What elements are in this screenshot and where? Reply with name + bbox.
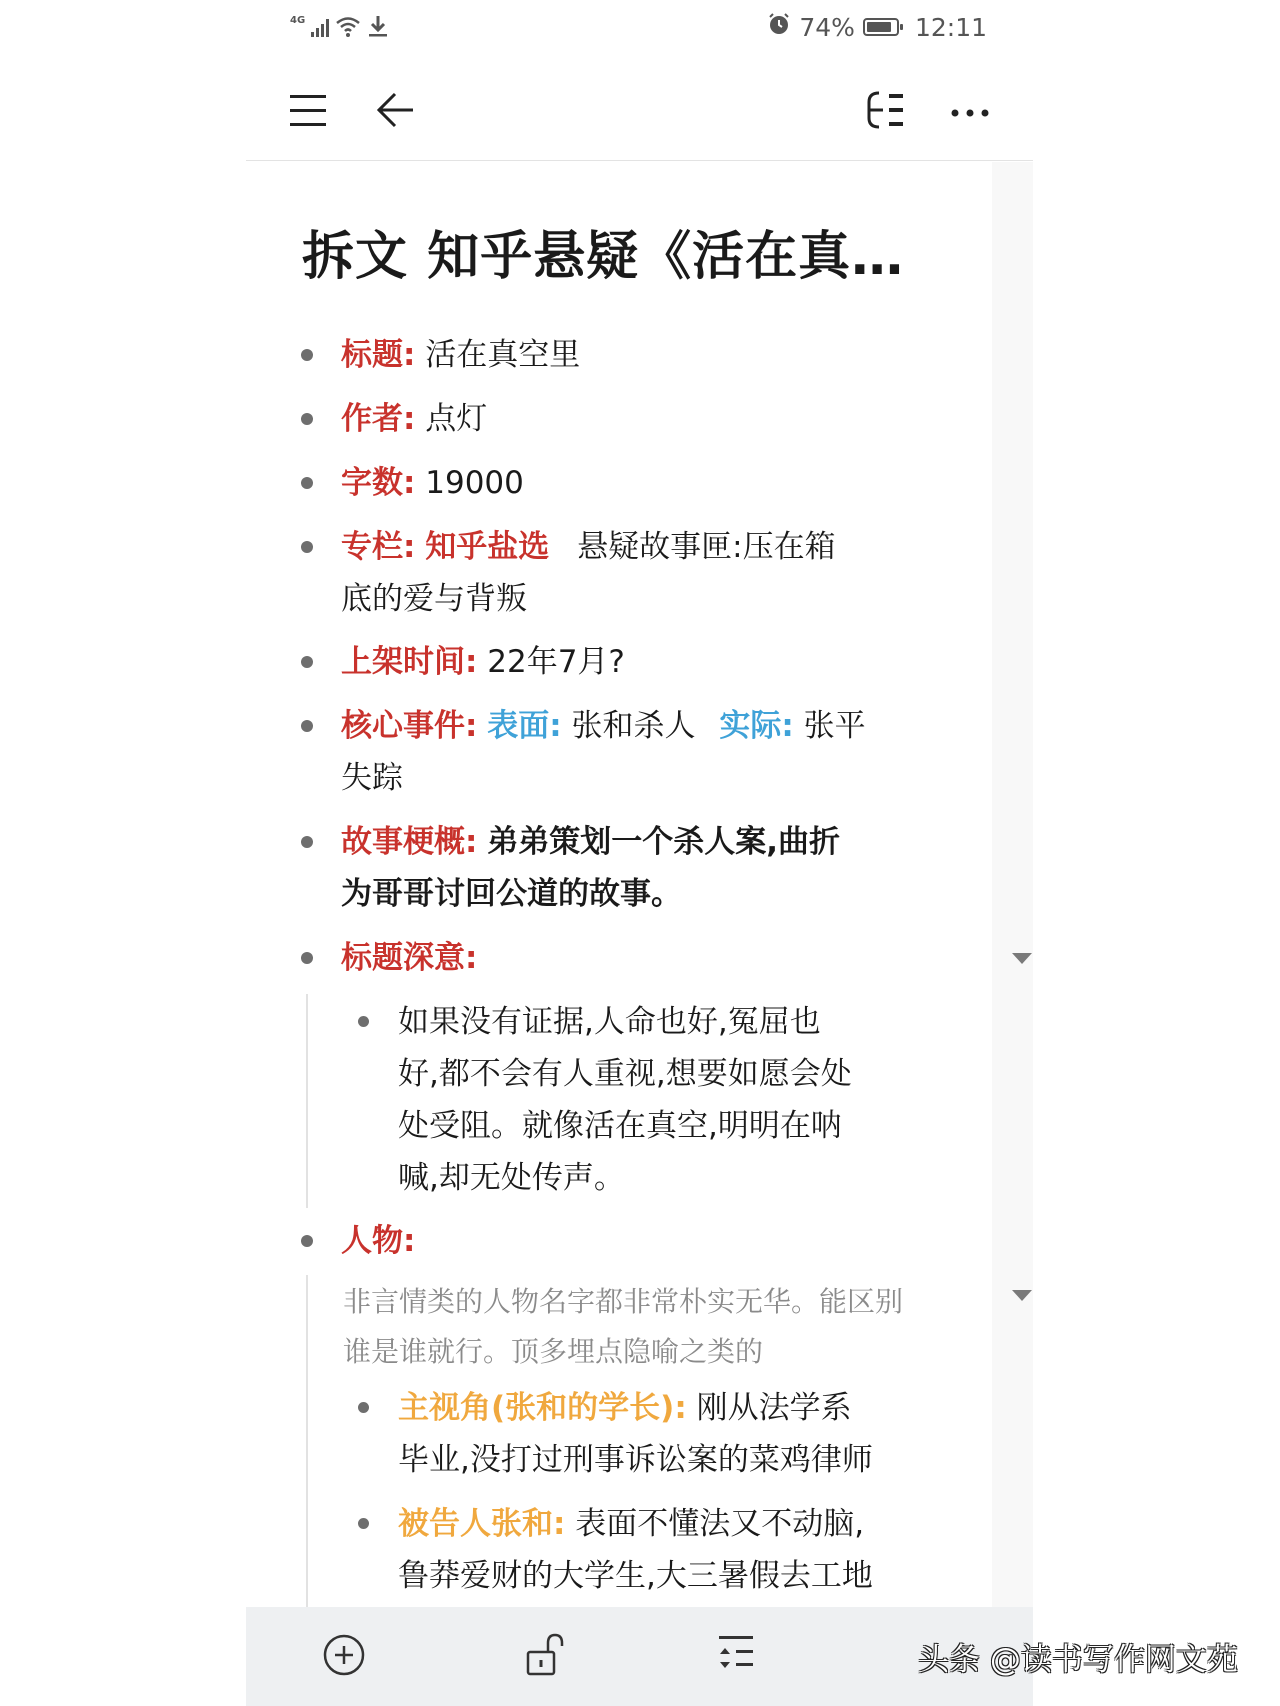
outline-button[interactable] (857, 84, 913, 140)
battery-percent: 74% (799, 12, 855, 42)
bullet-dot (358, 1518, 369, 1529)
list-item-title-meaning-detail[interactable]: 如果没有证据,人命也好,冤屈也 好,都不会有人重视,想要如愿会处 处受阻。就像活在真空,明明在呐 喊,却无处传声。 (398, 1004, 852, 1196)
collapse-toggle-characters[interactable] (1012, 1290, 1032, 1301)
characters-note[interactable]: 非言情类的人物名字都非常朴实无华。能区别 谁是谁就行。顶多埋点隐喻之类的 (343, 1285, 904, 1368)
status-left (290, 14, 389, 42)
collapse-expand-icon (716, 1633, 756, 1681)
add-node-button[interactable] (320, 1633, 368, 1681)
alarm-icon (767, 12, 791, 42)
watermark: 头条 @读书写作网文苑 (918, 1642, 1238, 1678)
right-gutter (992, 162, 1033, 1607)
bullet-dot (301, 1235, 313, 1247)
bullet-dot (301, 541, 313, 553)
bullet-dot (358, 1402, 369, 1413)
bullet-dot (301, 952, 313, 964)
network-type: 4G (290, 14, 306, 26)
list-item-author[interactable]: 作者: 点灯 (341, 401, 488, 437)
battery-icon (863, 18, 899, 36)
clock-time: 12:11 (914, 12, 987, 42)
bullet-dot (301, 477, 313, 489)
bullet-dot (301, 836, 313, 848)
list-item-synopsis[interactable]: 故事梗概: 弟弟策划一个杀人案,曲折 为哥哥讨回公道的故事。 (341, 824, 841, 912)
list-item-characters[interactable]: 人物: (341, 1223, 416, 1259)
character-protagonist[interactable]: 主视角(张和的学长): 刚从法学系 毕业,没打过刑事诉讼案的菜鸡律师 (398, 1390, 873, 1478)
bullet-dot (301, 720, 313, 732)
collapse-expand-button[interactable] (712, 1633, 760, 1681)
menu-icon (288, 92, 328, 132)
character-defendant[interactable]: 被告人张和: 表面不懂法又不动脑, 鲁莽爱财的大学生,大三暑假去工地 (398, 1506, 873, 1594)
bullet-dot (301, 656, 313, 668)
app-header (246, 70, 1033, 160)
bullet-dot (301, 413, 313, 425)
add-circle-icon (322, 1633, 366, 1681)
document-title[interactable]: 拆文 知乎悬疑《活在真… (302, 227, 905, 287)
bullet-dot (301, 349, 313, 361)
lock-toggle-button[interactable] (522, 1633, 570, 1681)
menu-button[interactable] (280, 84, 336, 140)
indent-guide (306, 1275, 308, 1607)
download-icon (367, 14, 389, 42)
bullet-dot (358, 1016, 369, 1027)
wifi-icon (335, 15, 361, 41)
list-item-word-count[interactable]: 字数: 19000 (341, 465, 524, 501)
back-button[interactable] (367, 84, 423, 140)
more-options-icon (950, 103, 990, 122)
header-divider (246, 160, 1033, 161)
list-item-release-date[interactable]: 上架时间: 22年7月? (341, 644, 625, 680)
bottom-toolbar (246, 1607, 1033, 1706)
indent-guide (306, 994, 308, 1208)
back-arrow-icon (375, 90, 415, 134)
status-right (767, 12, 987, 42)
collapse-toggle-title-meaning[interactable] (1012, 953, 1032, 964)
list-item-core-event[interactable]: 核心事件: 表面: 张和杀人 实际: 张平 失踪 (341, 708, 866, 796)
signal-icon (311, 19, 329, 37)
list-item-title-meaning[interactable]: 标题深意: (341, 940, 478, 976)
more-options-button[interactable] (942, 84, 998, 140)
phone-screen (246, 0, 1033, 1706)
outline-view-icon (863, 90, 907, 134)
status-bar (246, 0, 1033, 60)
list-item-title[interactable]: 标题: 活在真空里 (341, 337, 581, 373)
unlock-icon (524, 1632, 568, 1682)
list-item-column[interactable]: 专栏: 知乎盐选 悬疑故事匣:压在箱 底的爱与背叛 (341, 529, 836, 617)
